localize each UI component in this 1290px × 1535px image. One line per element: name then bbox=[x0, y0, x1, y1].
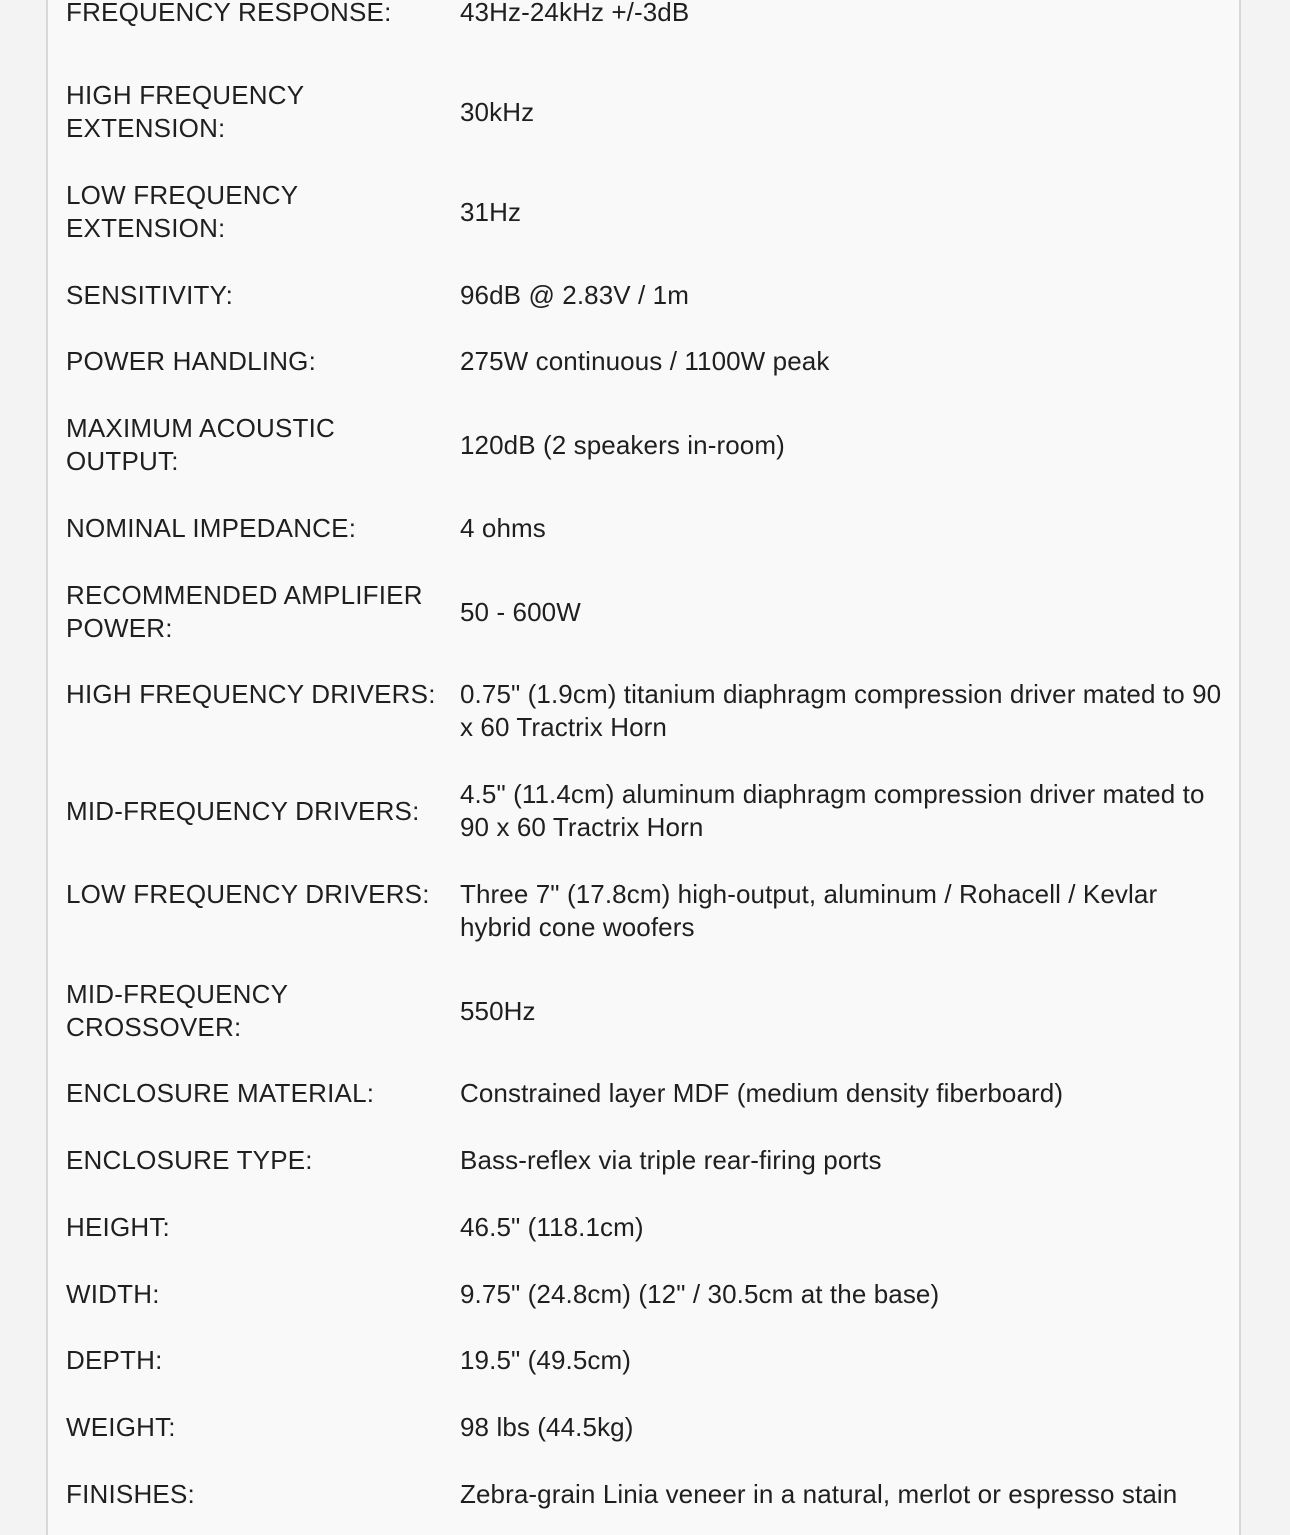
spec-label: HIGH FREQUENCY EXTENSION: bbox=[66, 80, 304, 143]
spec-value: 98 lbs (44.5kg) bbox=[460, 1412, 634, 1442]
spec-row-mid-frequency-crossover bbox=[48, 978, 1239, 1044]
spec-label: ENCLOSURE TYPE: bbox=[66, 1145, 313, 1175]
spec-value: 46.5" (118.1cm) bbox=[460, 1212, 644, 1242]
spec-label: WEIGHT: bbox=[66, 1412, 176, 1442]
spec-label: LOW FREQUENCY DRIVERS: bbox=[66, 879, 430, 909]
spec-label: ENCLOSURE MATERIAL: bbox=[66, 1078, 375, 1108]
spec-label: FREQUENCY RESPONSE: bbox=[66, 0, 392, 27]
spec-panel bbox=[46, 0, 1241, 1535]
spec-label: HIGH FREQUENCY DRIVERS: bbox=[66, 679, 436, 709]
spec-label: WIDTH: bbox=[66, 1279, 160, 1309]
spec-row-maximum-acoustic-output bbox=[48, 412, 1239, 478]
spec-value: 120dB (2 speakers in-room) bbox=[460, 430, 785, 460]
spec-value: Zebra-grain Linia veneer in a natural, merlot or espresso stain bbox=[460, 1479, 1178, 1509]
spec-label: NOMINAL IMPEDANCE: bbox=[66, 513, 357, 543]
spec-label: LOW FREQUENCY EXTENSION: bbox=[66, 180, 298, 243]
spec-value: 19.5" (49.5cm) bbox=[460, 1345, 632, 1375]
spec-value: 96dB @ 2.83V / 1m bbox=[460, 280, 689, 310]
spec-label: FINISHES: bbox=[66, 1479, 195, 1509]
spec-label: RECOMMENDED AMPLIFIER POWER: bbox=[66, 580, 423, 643]
spec-row-high-frequency-extension bbox=[48, 79, 1239, 145]
spec-label: MID-FREQUENCY CROSSOVER: bbox=[66, 979, 288, 1042]
spec-row-high-frequency-drivers bbox=[48, 678, 1239, 744]
spec-label: HEIGHT: bbox=[66, 1212, 170, 1242]
spec-row-low-frequency-extension bbox=[48, 179, 1239, 245]
spec-value: 4 ohms bbox=[460, 513, 546, 543]
spec-value: Bass-reflex via triple rear-firing ports bbox=[460, 1145, 882, 1175]
spec-value: 275W continuous / 1100W peak bbox=[460, 346, 830, 376]
spec-value: 43Hz-24kHz +/-3dB bbox=[460, 0, 690, 27]
spec-label: MID-FREQUENCY DRIVERS: bbox=[66, 796, 420, 826]
spec-value: Three 7" (17.8cm) high-output, aluminum / Rohacell / Kevlar hybrid cone woofers bbox=[460, 879, 1158, 942]
spec-value: 30kHz bbox=[460, 97, 535, 127]
spec-value: 550Hz bbox=[460, 996, 536, 1026]
spec-label: DEPTH: bbox=[66, 1345, 163, 1375]
spec-value: 4.5" (11.4cm) aluminum diaphragm compression driver mated to 90 x 60 Tractrix Horn bbox=[460, 779, 1205, 842]
spec-value: 31Hz bbox=[460, 197, 522, 227]
spec-row-recommended-amplifier-power bbox=[48, 579, 1239, 645]
spec-label: POWER HANDLING: bbox=[66, 346, 317, 376]
spec-value: 50 - 600W bbox=[460, 597, 581, 627]
spec-value: 0.75" (1.9cm) titanium diaphragm compression driver mated to 90 x 60 Tractrix Horn bbox=[460, 679, 1222, 742]
spec-label: MAXIMUM ACOUSTIC OUTPUT: bbox=[66, 413, 335, 476]
spec-label: SENSITIVITY: bbox=[66, 280, 234, 310]
spec-value: 9.75" (24.8cm) (12" / 30.5cm at the base) bbox=[460, 1279, 940, 1309]
spec-row-mid-frequency-drivers bbox=[48, 778, 1239, 844]
spec-row-low-frequency-drivers bbox=[48, 878, 1239, 944]
spec-value: Constrained layer MDF (medium density fiberboard) bbox=[460, 1078, 1064, 1108]
